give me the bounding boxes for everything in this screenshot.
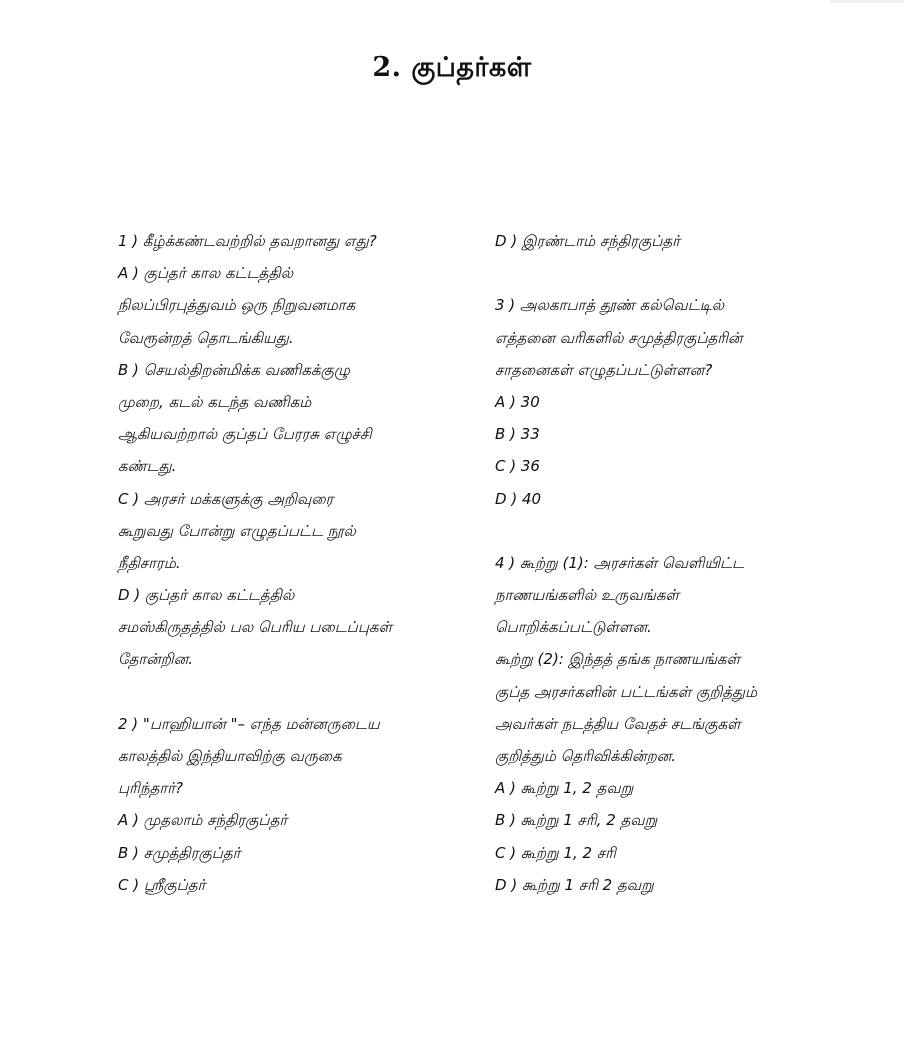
question-4-option-b: B ) கூற்று 1 சரி, 2 தவறு: [495, 811, 658, 830]
question-3-option-d: D ) 40: [495, 489, 542, 508]
question-1-option-d: D ) குப்தர் கால கட்டத்தில் சமஸ்கிருதத்தில் பல பெரிய படைப்புகள் தோன்றின.: [118, 586, 393, 669]
question-4-option-d: D ) கூற்று 1 சரி 2 தவறு: [495, 875, 654, 894]
question-4-statement-2: கூற்று (2): இந்தத் தங்க நாணயங்கள் குப்த அரசர்களின் பட்டங்கள் குறித்தும் அவர்கள் நடத்திய வேதச் சடங்குகள் குறித்தும் தெரிவிக்கின்றன.: [495, 650, 758, 765]
question-3-option-a: A ) 30: [495, 392, 540, 411]
page-title: 2. குப்தர்கள்: [372, 52, 532, 83]
question-2-option-d: D ) இரண்டாம் சந்திரகுப்தர்: [495, 232, 680, 250]
question-1-option-c: C ) அரசர் மக்களுக்கு அறிவுரை கூறுவது போன்று எழுதப்பட்ட நூல் நீதிசாரம்.: [118, 489, 356, 572]
question-2-text: 2 ) "பாஹியான் "– எந்த மன்னருடைய காலத்தில் இந்தியாவிற்கு வருகை புரிந்தார்?: [118, 714, 380, 798]
spacer: [495, 515, 835, 547]
question-1-option-b: B ) செயல்திறன்மிக்க வணிகக்குழு முறை, கடல் கடந்த வணிகம் ஆகியவற்றால் குப்தப் பேரரசு எழுச்சி கண்டது.: [118, 360, 372, 476]
question-2: [118, 708, 478, 901]
question-3-option-c: C ) 36: [495, 457, 540, 476]
spacer: [495, 257, 835, 289]
right-column: [495, 225, 835, 901]
question-1-option-a: A ) குப்தர் கால கட்டத்தில் நிலப்பிரபுத்துவம் ஒரு நிறுவனமாக வேரூன்றத் தொடங்கியது.: [118, 264, 356, 347]
spacer: [118, 676, 478, 708]
question-1: [118, 225, 478, 676]
question-1-text: 1 ) கீழ்க்கண்டவற்றில் தவறானது எது?: [118, 232, 377, 250]
question-2-option-b: B ) சமுத்திரகுப்தர்: [118, 843, 241, 862]
question-2-option-c: C ) ஸ்ரீகுப்தர்: [118, 875, 206, 894]
question-3: [495, 289, 835, 514]
question-3-option-b: B ) 33: [495, 425, 540, 444]
left-column: [118, 225, 478, 901]
question-2-option-a: A ) முதலாம் சந்திரகுப்தர்: [118, 811, 288, 830]
question-3-text: 3 ) அலகாபாத் தூண் கல்வெட்டில் எத்தனை வரிகளில் சமுத்திரகுப்தரின் சாதனைகள் எழுதப்பட்டுள்ளன?: [495, 296, 743, 379]
question-4-option-c: C ) கூற்று 1, 2 சரி: [495, 843, 616, 862]
top-edge-strip: [830, 0, 904, 3]
question-4-option-a: A ) கூற்று 1, 2 தவறு: [495, 779, 634, 798]
question-4: [495, 547, 835, 901]
question-4-statement-1: 4 ) கூற்று (1): அரசர்கள் வெளியிட்ட நாணயங்களில் உருவங்கள் பொறிக்கப்பட்டுள்ளன.: [495, 553, 744, 637]
